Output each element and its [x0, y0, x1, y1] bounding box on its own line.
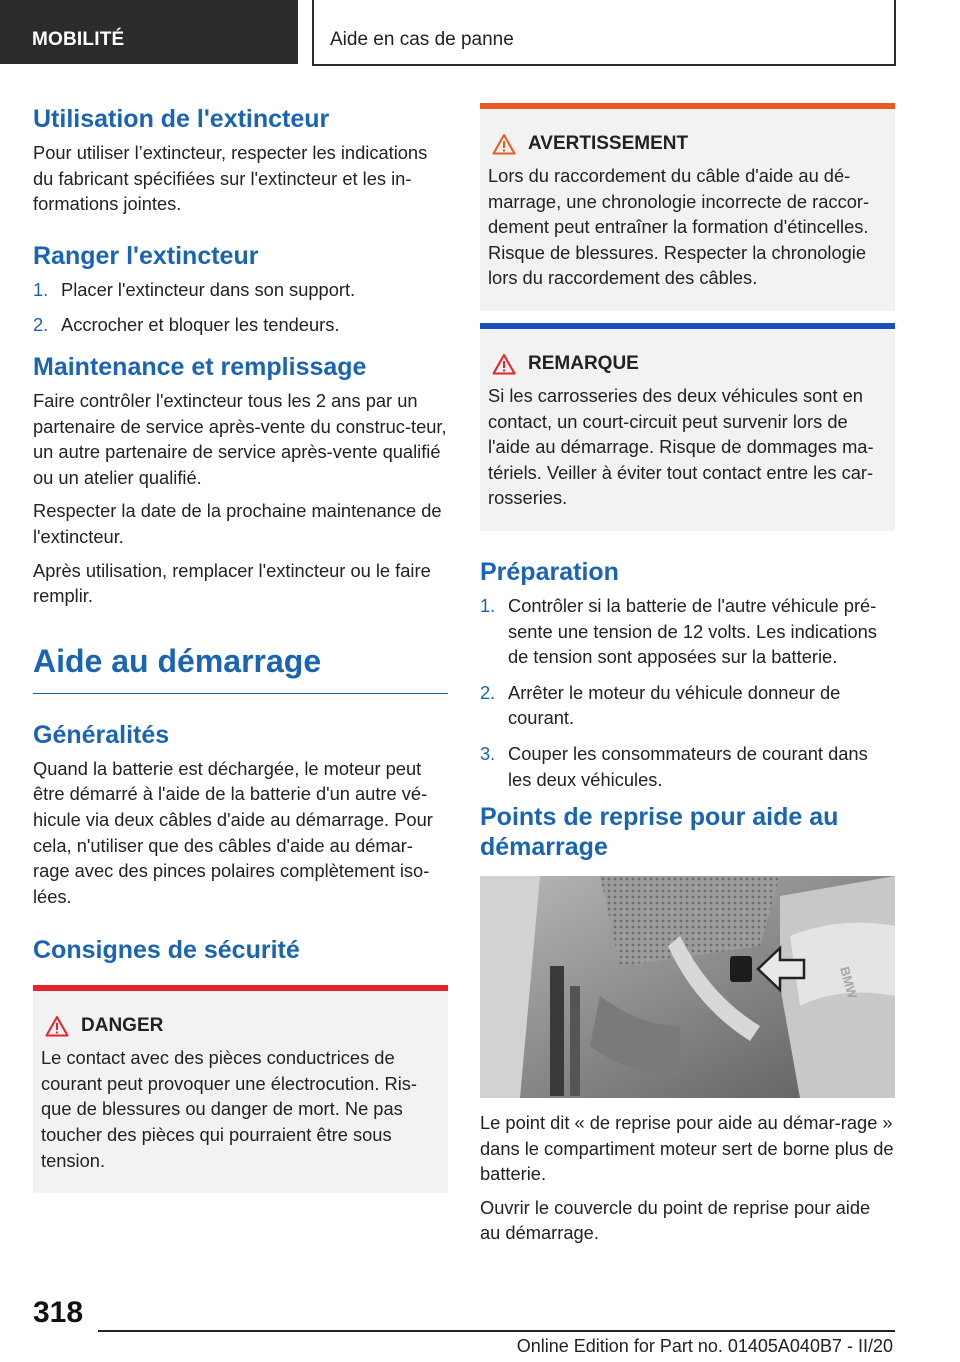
header-section: MOBILITÉ	[0, 0, 298, 64]
header-subsection: Aide en cas de panne	[312, 0, 896, 66]
warning-triangle-icon	[492, 133, 516, 155]
right-column	[480, 103, 895, 1246]
list-item	[33, 312, 448, 338]
page-number: 318	[33, 1296, 84, 1329]
engine-bay-illustration	[480, 876, 895, 1098]
footer-divider	[98, 1330, 895, 1332]
warning-label: AVERTISSEMENT	[528, 133, 689, 154]
step-text: Contrôler si la batterie de l'autre véhicule pré-sente une tension de 12 volts. Les indications de tension sont apposées sur la batterie.	[508, 594, 877, 668]
danger-text: Le contact avec des pièces conductrices de courant peut provoquer une électrocution. Ris-que de blessures ou danger de mort. Ne pas toucher des pièces qui pourraient être sous tension.	[41, 1047, 417, 1171]
list-item	[33, 277, 448, 303]
step-text: Placer l'extincteur dans son support.	[61, 278, 356, 300]
step-number: 2.	[33, 314, 49, 336]
step-text: Couper les consommateurs de courant dans les deux véhicules.	[508, 742, 868, 790]
steps-list	[480, 593, 895, 792]
section-title-preparation: Préparation	[480, 557, 619, 586]
paragraph: Faire contrôler l'extincteur tous les 2 ans par un partenaire de service après-vente du construc-teur, un autre partenaire de service après-vente qualifié ou un atelier qualifié.	[33, 389, 447, 488]
section-title-store-extinguisher: Ranger l'extincteur	[33, 241, 259, 270]
section-title-extinguisher-use: Utilisation de l'extincteur	[33, 105, 330, 133]
danger-label: DANGER	[81, 1015, 164, 1037]
step-number: 1.	[480, 594, 496, 616]
section-title-jump-points: Points de reprise pour aide au démarrage	[480, 803, 839, 862]
paragraph: Après utilisation, remplacer l'extincteur ou le faire remplir.	[33, 559, 431, 607]
chapter-title: Aide au démarrage	[33, 641, 448, 694]
brand-lettering: BMW	[837, 964, 861, 1001]
paragraph: Respecter la date de la prochaine maintenance de l'extincteur.	[33, 500, 442, 547]
left-column	[33, 100, 448, 1193]
step-text: Accrocher et bloquer les tendeurs.	[61, 314, 340, 336]
step-number: 2.	[480, 681, 496, 703]
steps-list	[33, 277, 448, 338]
section-title-general: Généralités	[33, 720, 170, 749]
warning-triangle-icon	[45, 1015, 69, 1037]
warning-title	[488, 131, 887, 157]
footer-edition: Online Edition for Part no. 01405A040B7 - II/20	[516, 1336, 893, 1356]
note-box	[480, 323, 895, 531]
list-item	[480, 680, 895, 731]
paragraph: Le point dit « de reprise pour aide au démar-rage » dans le compartiment moteur sert de borne plus de batterie.	[480, 1112, 894, 1185]
danger-title	[41, 1013, 440, 1039]
section-title-safety: Consignes de sécurité	[33, 936, 300, 965]
warning-text: Lors du raccordement du câble d'aide au dé-marrage, une chronologie incorrecte de raccor-dement peut entraîner la formation d'étincelles. Risque de blessures. Respecter la chronologie lors du raccordement des câbles.	[488, 165, 870, 289]
note-title	[488, 351, 887, 377]
paragraph: Quand la batterie est déchargée, le moteur peut être démarré à l'aide de la batterie d'un autre vé-hicule via deux câbles d'aide au démarrage. Pour cela, n'utiliser que des câbles d'aide au démar-rage avec des pinces polaires complètement iso-lées.	[33, 757, 433, 907]
note-text: Si les carrosseries des deux véhicules sont en contact, un court-circuit peut survenir lors de l'aide au démarrage. Risque de dommages ma-tériels. Veiller à éviter tout contact entre les car-rosseries.	[488, 384, 874, 509]
step-number: 1.	[33, 278, 49, 300]
step-text: Arrêter le moteur du véhicule donneur de courant.	[508, 681, 841, 729]
step-number: 3.	[480, 742, 496, 764]
list-item	[480, 593, 895, 670]
warning-triangle-icon	[492, 353, 516, 375]
warning-box	[480, 103, 895, 311]
note-label: REMARQUE	[528, 352, 639, 374]
paragraph: Pour utiliser l’extincteur, respecter les indications du fabricant spécifiées sur l'extincteur et les in-formations jointes.	[33, 142, 428, 215]
engine-bay-photo	[480, 876, 895, 1098]
danger-box	[33, 985, 448, 1193]
section-title-maintenance: Maintenance et remplissage	[33, 352, 367, 381]
paragraph: Ouvrir le couvercle du point de reprise pour aide au démarrage.	[480, 1196, 871, 1244]
list-item	[480, 741, 895, 792]
